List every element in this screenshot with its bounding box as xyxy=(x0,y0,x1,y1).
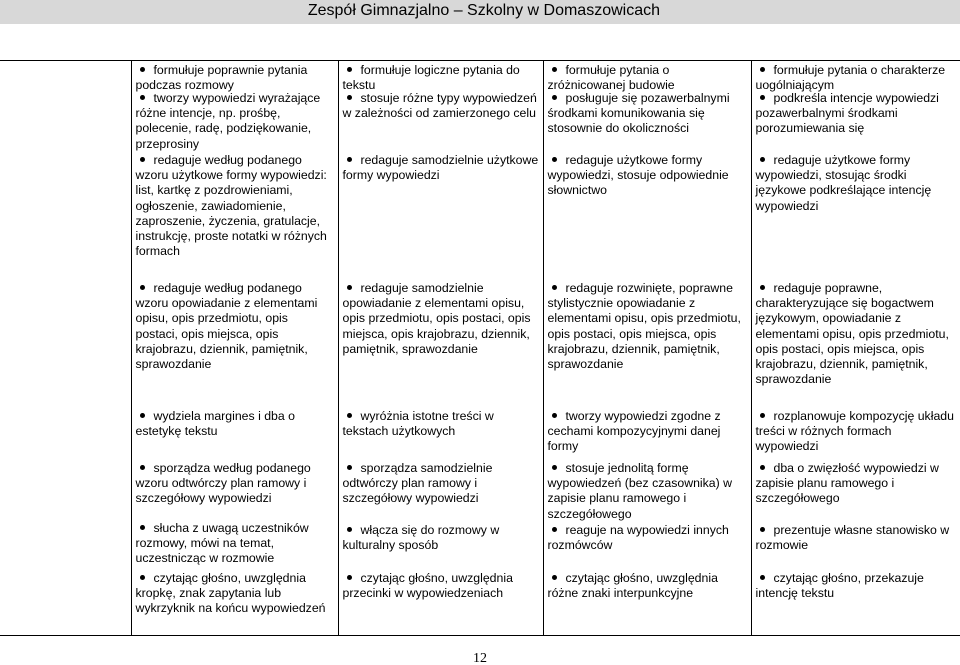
bullet-icon xyxy=(140,465,145,470)
list-item-text: wyróżnia istotne treści w tekstach użytkowych xyxy=(342,409,494,439)
list-column-3 xyxy=(548,63,747,623)
bullet-icon xyxy=(552,575,557,580)
list-item xyxy=(136,153,334,259)
list-item xyxy=(343,523,539,553)
list-item xyxy=(136,91,334,152)
list-item-text: redaguje użytkowe formy wypowiedzi, stosuje odpowiednie słownictwo xyxy=(547,153,729,198)
bullet-icon xyxy=(552,527,557,532)
bullet-icon xyxy=(552,157,557,162)
column-cell-4 xyxy=(751,61,960,636)
list-item-text: formułuje pytania o zróżnicowanej budowie xyxy=(547,63,675,93)
bullet-icon xyxy=(140,67,145,72)
bullet-icon xyxy=(140,525,145,530)
list-item xyxy=(756,63,956,93)
bullet-icon xyxy=(760,285,765,290)
requirements-table xyxy=(0,60,960,636)
list-item xyxy=(548,153,747,199)
list-item-text: czytając głośno, uwzględnia kropkę, znak zapytania lub wykrzyknik na końcu wypowiedzeń xyxy=(135,571,326,616)
bullet-icon xyxy=(140,95,145,100)
list-item xyxy=(548,523,747,553)
list-item-text: sporządza samodzielnie odtwórczy plan ramowy i szczegółowy wypowiedzi xyxy=(342,461,493,506)
list-item xyxy=(548,281,747,372)
list-item xyxy=(756,91,956,137)
bullet-icon xyxy=(140,157,145,162)
bullet-icon xyxy=(552,413,557,418)
list-item xyxy=(756,409,956,455)
list-item-text: słucha z uwagą uczestników rozmowy, mówi na temat, uczestnicząc w rozmowie xyxy=(135,521,309,566)
list-column-2 xyxy=(343,63,539,623)
list-item-text: czytając głośno, uwzględnia różne znaki interpunkcyjne xyxy=(547,571,718,601)
list-item-text: tworzy wypowiedzi zgodne z cechami kompozycyjnymi danej formy xyxy=(547,409,721,454)
bullet-icon xyxy=(760,67,765,72)
list-item-text: reaguje na wypowiedzi innych rozmówców xyxy=(547,523,729,553)
list-item-text: czytając głośno, przekazuje intencję tekstu xyxy=(755,571,924,601)
bullet-icon xyxy=(552,95,557,100)
column-cell-2 xyxy=(338,61,543,636)
list-column-1 xyxy=(136,63,334,623)
list-item xyxy=(136,409,334,439)
header-title: Zespół Gimnazjalno – Szkolny w Domaszowicach xyxy=(307,2,660,19)
list-item xyxy=(548,571,747,601)
list-item xyxy=(136,461,334,507)
bullet-icon xyxy=(760,157,765,162)
list-item xyxy=(548,461,747,522)
list-item-text: dba o zwięzłość wypowiedzi w zapisie planu ramowego i szczegółowego xyxy=(755,461,939,506)
bullet-icon xyxy=(760,465,765,470)
list-item xyxy=(136,281,334,372)
list-item xyxy=(756,571,956,601)
list-item xyxy=(343,409,539,439)
list-item xyxy=(756,523,956,553)
bullet-icon xyxy=(760,575,765,580)
bullet-icon xyxy=(140,285,145,290)
header-band xyxy=(0,0,960,24)
list-item-text: tworzy wypowiedzi wyrażające różne intencje, np. prośbę, polecenie, radę, podziękowanie, przeprosiny xyxy=(135,91,321,151)
bullet-icon xyxy=(760,95,765,100)
list-item xyxy=(756,153,956,214)
list-item xyxy=(756,461,956,507)
page-number: 12 xyxy=(473,651,487,665)
list-item xyxy=(343,571,539,601)
bullet-icon xyxy=(140,575,145,580)
list-item xyxy=(343,461,539,507)
list-column-4 xyxy=(756,63,956,623)
list-item-text: formułuje logiczne pytania do tekstu xyxy=(342,63,520,93)
blank-cell xyxy=(0,61,131,636)
list-item xyxy=(343,91,539,121)
list-item-text: włącza się do rozmowy w kulturalny sposób xyxy=(342,523,500,553)
list-item-text: stosuje jednolitą formę wypowiedzeń (bez czasownika) w zapisie planu ramowego i szczegółowego xyxy=(547,461,733,521)
list-item-text: redaguje samodzielnie użytkowe formy wypowiedzi xyxy=(342,153,539,183)
list-item xyxy=(136,521,334,567)
bullet-icon xyxy=(760,527,765,532)
bullet-icon xyxy=(552,67,557,72)
bullet-icon xyxy=(347,527,352,532)
list-item-text: redaguje użytkowe formy wypowiedzi, stosując środki językowe podkreślające intencję wypowiedzi xyxy=(755,153,932,213)
list-item xyxy=(136,571,334,617)
list-item xyxy=(548,409,747,455)
list-item xyxy=(756,281,956,387)
list-item-text: posługuje się pozawerbalnymi środkami komunikowania się stosownie do okoliczności xyxy=(547,91,730,136)
list-item xyxy=(343,153,539,183)
list-item-text: rozplanowuje kompozycję układu treści w różnych formach wypowiedzi xyxy=(755,409,954,454)
list-item-text: formułuje poprawnie pytania podczas rozmowy xyxy=(135,63,308,93)
bullet-icon xyxy=(347,413,352,418)
list-item xyxy=(548,91,747,137)
bullet-icon xyxy=(347,67,352,72)
list-item xyxy=(548,63,747,93)
bullet-icon xyxy=(347,157,352,162)
list-item-text: redaguje według podanego wzoru opowiadanie z elementami opisu, opis przedmiotu, opis postaci, opis miejsca, opis krajobrazu, dziennik, pamiętnik, sprawozdanie xyxy=(135,281,318,372)
list-item-text: formułuje pytania o charakterze uogólniającym xyxy=(755,63,946,93)
bullet-icon xyxy=(140,413,145,418)
bullet-icon xyxy=(552,465,557,470)
list-item xyxy=(136,63,334,93)
list-item-text: prezentuje własne stanowisko w rozmowie xyxy=(755,523,950,553)
bullet-icon xyxy=(347,285,352,290)
list-item-text: czytając głośno, uwzględnia przecinki w wypowiedzeniach xyxy=(342,571,513,601)
list-item-text: sporządza według podanego wzoru odtwórczy plan ramowy i szczegółowy wypowiedzi xyxy=(135,461,311,506)
column-cell-1 xyxy=(131,61,338,636)
list-item-text: redaguje poprawne, charakteryzujące się bogactwem językowym, opowiadanie z elementami opisu, opis przedmiotu, opis postaci, opis miejsca, opis krajobrazu, dziennik, pamiętnik, sprawozdanie xyxy=(755,281,949,387)
bullet-icon xyxy=(760,413,765,418)
list-item-text: wydziela margines i dba o estetykę tekstu xyxy=(135,409,295,439)
bullet-icon xyxy=(347,465,352,470)
bullet-icon xyxy=(552,285,557,290)
list-item-text: redaguje samodzielnie opowiadanie z elementami opisu, opis przedmiotu, opis postaci, opis miejsca, opis krajobrazu, dziennik, pamiętnik, sprawozdanie xyxy=(342,281,531,356)
list-item-text: stosuje różne typy wypowiedzeń w zależności od zamierzonego celu xyxy=(342,91,537,121)
column-cell-3 xyxy=(543,61,751,636)
bullet-icon xyxy=(347,95,352,100)
list-item-text: redaguje rozwinięte, poprawne stylistycznie opowiadanie z elementami opisu, opis przedmiotu, opis postaci, opis miejsca, opis krajobrazu, dziennik, pamiętnik, sprawozdanie xyxy=(547,281,741,372)
table-row xyxy=(0,61,960,636)
list-item-text: podkreśla intencje wypowiedzi pozawerbalnymi środkami porozumiewania się xyxy=(755,91,939,136)
bullet-icon xyxy=(347,575,352,580)
list-item xyxy=(343,281,539,357)
list-item xyxy=(343,63,539,93)
list-item-text: redaguje według podanego wzoru użytkowe formy wypowiedzi: list, kartkę z pozdrowieniami, ogłoszenie, zawiadomienie, zaproszenie, życzenia, gratulacje, instrukcję, proste notatki w różnych formach xyxy=(135,153,327,259)
